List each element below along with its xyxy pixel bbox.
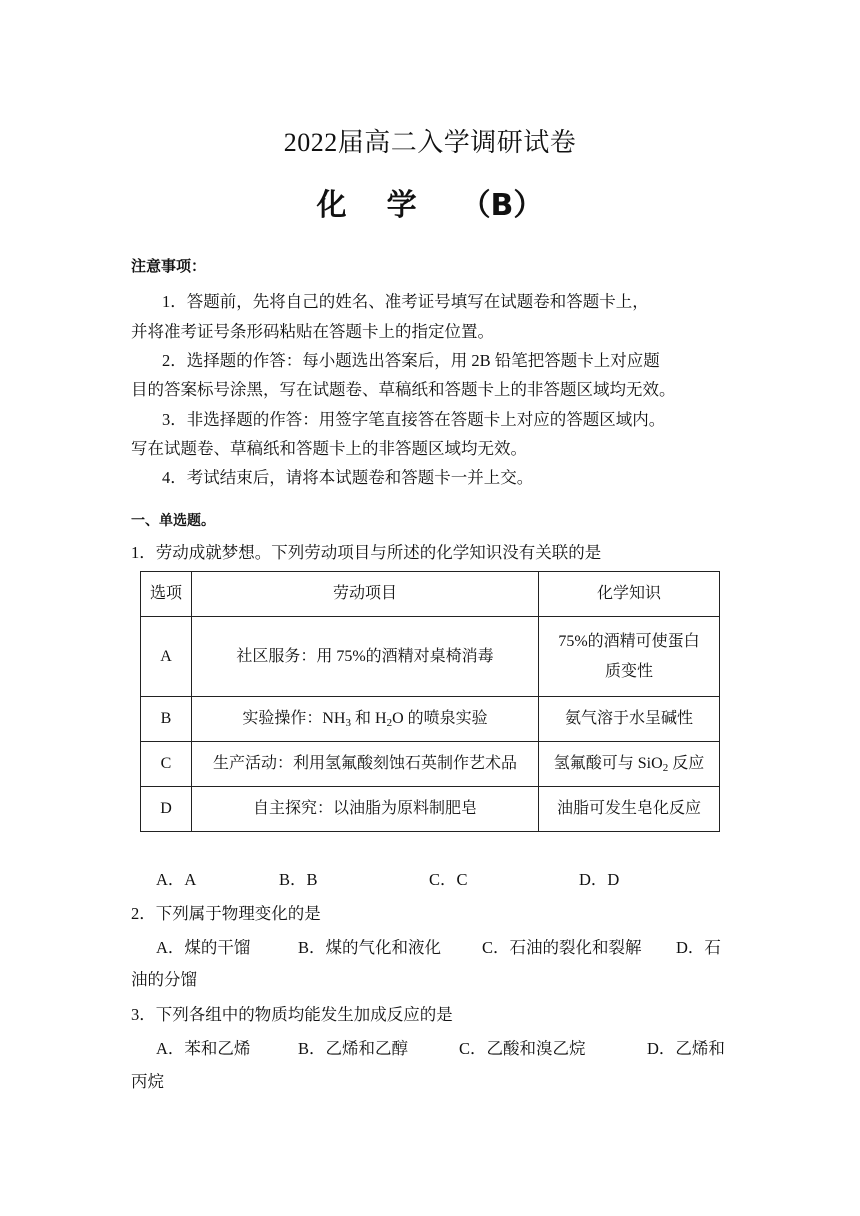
table-header-cell: 选项	[141, 572, 192, 617]
q1-option-a[interactable]: A．A	[156, 870, 197, 889]
notice-item-3-cont: 写在试题卷、草稿纸和答题卡上的非答题区域均无效。	[131, 439, 527, 458]
table-cell-project: 自主探究：以油脂为原料制肥皂	[192, 787, 539, 832]
formula-text: 和 H	[351, 710, 387, 727]
q2-option-b[interactable]: B．煤的气化和液化	[298, 938, 442, 957]
notice-item-2-cont: 目的答案标号涂黑，写在试题卷、草稿纸和答题卡上的非答题区域均无效。	[131, 380, 676, 399]
table-cell-option: B	[141, 697, 192, 742]
subject-variant: （B）	[460, 188, 544, 223]
q2-option-d[interactable]: D．石	[676, 938, 721, 957]
q2-option-a[interactable]: A．煤的干馏	[156, 938, 251, 957]
q2-option-d-wrap: 油的分馏	[131, 970, 197, 989]
knowledge-line: 质变性	[604, 662, 653, 680]
question-2-stem: 2．下列属于物理变化的是	[131, 904, 321, 923]
table-cell-knowledge: 油脂可发生皂化反应	[539, 787, 720, 832]
notice-item-4: 4．考试结束后，请将本试题卷和答题卡一并上交。	[162, 468, 534, 487]
question-1-table	[140, 571, 720, 832]
table-cell-option: A	[141, 617, 192, 697]
page-title: 2022届高二入学调研试卷	[283, 128, 577, 157]
notice-item-1-cont: 并将准考证号条形码粘贴在答题卡上的指定位置。	[131, 322, 494, 341]
formula-text: 实验操作：NH	[242, 710, 346, 727]
table-cell-knowledge: 氨气溶于水呈碱性	[539, 697, 720, 742]
table-cell-knowledge	[539, 617, 720, 697]
table-cell-project: 社区服务：用 75%的酒精对桌椅消毒	[192, 617, 539, 697]
q1-option-c[interactable]: C．C	[429, 870, 468, 889]
table-row	[141, 742, 720, 787]
question-1-stem: 1．劳动成就梦想。下列劳动项目与所述的化学知识没有关联的是	[131, 543, 602, 562]
section-heading: 一、单选题。	[131, 513, 215, 529]
table-cell-project: 生产活动：利用氢氟酸刻蚀石英制作艺术品	[192, 742, 539, 787]
table-row	[141, 697, 720, 742]
table-row	[141, 787, 720, 832]
question-3-stem: 3．下列各组中的物质均能发生加成反应的是	[131, 1005, 453, 1024]
table-cell-option: D	[141, 787, 192, 832]
subject-char-2: 学	[386, 188, 417, 223]
q2-option-c[interactable]: C．石油的裂化和裂解	[482, 938, 642, 957]
subscript: 2	[662, 762, 669, 774]
table-row	[141, 617, 720, 697]
table-header-cell: 化学知识	[539, 572, 720, 617]
table-header-cell: 劳动项目	[192, 572, 539, 617]
notice-item-2: 2．选择题的作答：每小题选出答案后，用 2B 铅笔把答题卡上对应题	[162, 351, 660, 370]
notice-item-1: 1．答题前，先将自己的姓名、准考证号填写在试题卷和答题卡上，	[162, 292, 649, 311]
formula-text: 反应	[668, 755, 705, 772]
knowledge-line: 75%的酒精可使蛋白	[558, 632, 700, 650]
formula-text: O 的喷泉实验	[392, 710, 488, 727]
subject-char-1: 化	[316, 188, 347, 223]
q3-option-d[interactable]: D．乙烯和	[647, 1039, 725, 1058]
q3-option-d-wrap: 丙烷	[131, 1072, 164, 1091]
subject-title	[0, 180, 860, 224]
notice-item-3: 3．非选择题的作答：用签字笔直接答在答题卡上对应的答题区域内。	[162, 410, 666, 429]
table-header-row	[141, 572, 720, 617]
q1-option-d[interactable]: D．D	[579, 870, 620, 889]
table-cell-project	[192, 697, 539, 742]
q3-option-a[interactable]: A．苯和乙烯	[156, 1039, 251, 1058]
subscript: 3	[345, 717, 351, 729]
q3-option-b[interactable]: B．乙烯和乙醇	[298, 1039, 409, 1058]
q1-option-b[interactable]: B．B	[279, 870, 318, 889]
notice-heading: 注意事项：	[131, 257, 207, 275]
subscript: 2	[386, 717, 393, 729]
table-cell-option: C	[141, 742, 192, 787]
q3-option-c[interactable]: C．乙酸和溴乙烷	[459, 1039, 586, 1058]
table-cell-knowledge	[539, 742, 720, 787]
formula-text: 氢氟酸可与 SiO	[553, 755, 663, 772]
